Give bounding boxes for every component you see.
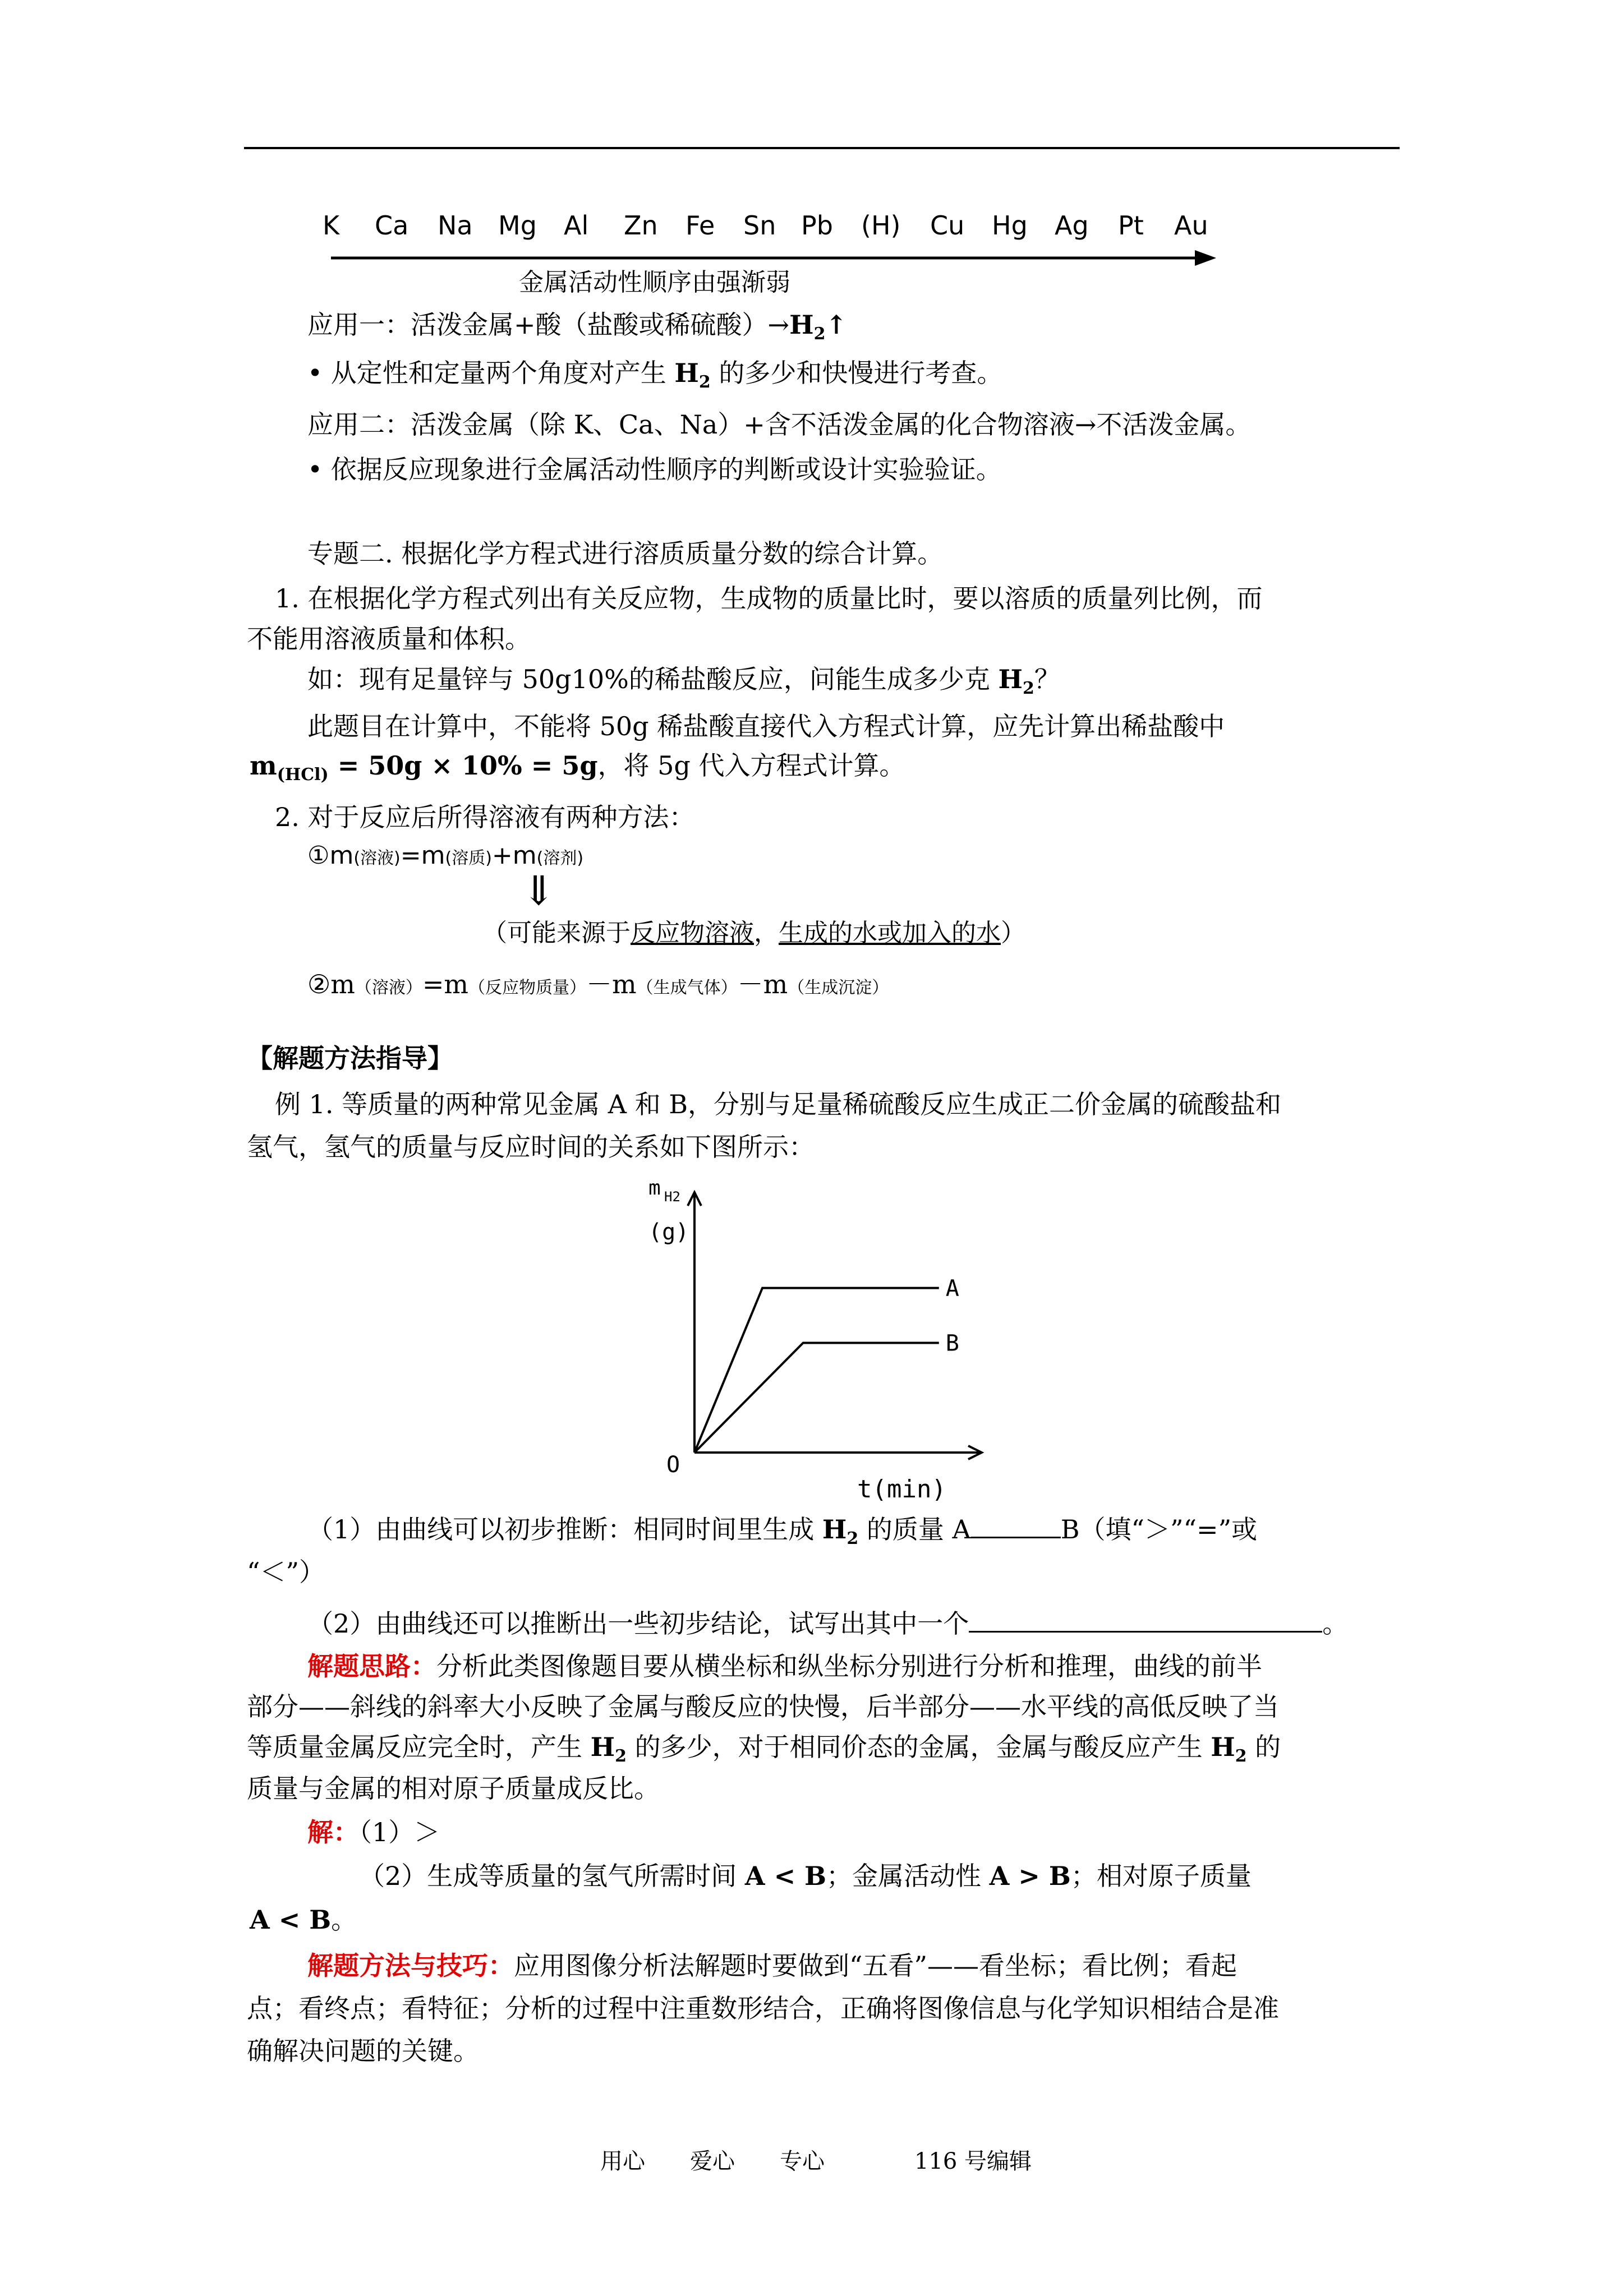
page-footer: 用心 爱心 专心 116 号编辑 — [600, 2149, 1032, 2174]
q2-answer-blank[interactable] — [969, 1611, 1322, 1633]
ex1-line2: 氢气，氢气的质量与反应时间的关系如下图所示： — [247, 1132, 815, 1162]
solution-line3: A < B。 — [250, 1905, 357, 1935]
series-label-A: A — [945, 1275, 959, 1302]
q1-line2: “＜”） — [247, 1557, 325, 1587]
tips-line3: 确解决问题的关键。 — [247, 2036, 479, 2066]
metal-symbol: Pb — [801, 210, 833, 241]
tips-line2: 点；看终点；看特征；分析的过程中注重数形结合，正确将图像信息与化学知识相结合是准 — [247, 1993, 1279, 2023]
metal-symbol: Al — [564, 210, 589, 241]
app2-line: 应用二：活泼金属（除 K、Ca、Na）+含不活泼金属的化合物溶液→不活泼金属。 — [307, 409, 1252, 440]
metal-symbol: Sn — [743, 210, 776, 241]
metal-symbol: Pt — [1118, 210, 1144, 241]
metal-symbol: K — [323, 210, 340, 241]
y-axis-label: m — [648, 1177, 661, 1200]
solution-line1: 解：（1）＞ — [307, 1817, 440, 1847]
formula1: ①m(溶液)=m(溶质)+m(溶剂) — [307, 841, 584, 870]
ex1-line1: 例 1. 等质量的两种常见金属 A 和 B，分别与足量稀硫酸反应生成正二价金属的硫酸盐和 — [275, 1089, 1282, 1119]
app1-line: 应用一：活泼金属+酸（盐酸或稀硫酸）$\to H_2↑$ — [307, 310, 847, 344]
down-arrow-icon: ⇓ — [522, 867, 556, 914]
section-title: 【解题方法指导】 — [247, 1043, 453, 1073]
metal-symbol: Zn — [624, 210, 658, 241]
series-line-B — [694, 1343, 939, 1453]
item1-line1: 1. 在根据化学方程式列出有关反应物，生成物的质量比时，要以溶质的质量列比例，而 — [275, 583, 1263, 614]
y-axis-label-subscript: H2 — [664, 1189, 680, 1205]
series-line-A — [694, 1288, 939, 1453]
tips-line1: 解题方法与技巧：应用图像分析法解题时要做到“五看”——看坐标；看比例；看起 — [307, 1951, 1237, 1981]
h2-mass-chart — [645, 1172, 1004, 1509]
item2-line: 2. 对于反应后所得溶液有两种方法： — [275, 802, 695, 832]
metal-symbol: (H) — [861, 210, 901, 241]
activity-caption: 金属活动性顺序由强渐弱 — [519, 268, 790, 297]
item1-line2: 不能用溶液质量和体积。 — [247, 624, 531, 654]
source-note: （可能来源于反应物溶液，生成的水或加入的水） — [482, 919, 1025, 947]
idea-line2: 部分——斜线的斜率大小反映了金属与酸反应的快慢，后半部分——水平线的高低反映了当 — [247, 1691, 1279, 1722]
idea-line1: 解题思路：分析此类图像题目要从横坐标和纵坐标分别进行分析和推理，曲线的前半 — [307, 1651, 1262, 1681]
y-axis-unit: (g) — [648, 1219, 689, 1245]
q2-line: （2）由曲线还可以推断出一些初步结论，试写出其中一个 。 — [307, 1608, 1349, 1639]
solution-line2: （2）生成等质量的氢气所需时间 A < B；金属活动性 A > B；相对原子质量 — [359, 1861, 1252, 1891]
formula2: ②m（溶液）=m（反应物质量）－m（生成气体）－m（生成沉淀） — [307, 969, 889, 999]
metal-symbol: Fe — [686, 210, 715, 241]
topic2-title: 专题二. 根据化学方程式进行溶质质量分数的综合计算。 — [307, 538, 944, 569]
calc-line2: $m_{(HCl)} = 50g \times 10\% = 5g$，将 5g 代入方程式计算。 — [250, 750, 905, 785]
app1-note: • 从定性和定量两个角度对产生 $H_2$ 的多少和快慢进行考查。 — [307, 358, 1003, 392]
origin-label: O — [666, 1452, 680, 1478]
calc-line1: 此题目在计算中，不能将 50g 稀盐酸直接代入方程式计算，应先计算出稀盐酸中 — [307, 711, 1225, 741]
example-line: 如：现有足量锌与 50g10%的稀盐酸反应，问能生成多少克 $H_2$？ — [307, 664, 1060, 698]
x-axis-label: t(min) — [857, 1475, 946, 1504]
q1-line: （1）由曲线可以初步推断：相同时间里生成 $H_2$ 的质量 A B（填“＞”“=”或 — [307, 1514, 1258, 1548]
metal-symbol: Na — [438, 210, 473, 241]
activity-arrow — [331, 247, 1217, 269]
header-rule — [244, 147, 1400, 149]
app2-note: • 依据反应现象进行金属活动性顺序的判断或设计实验验证。 — [307, 454, 1002, 485]
metal-symbol: Ca — [375, 210, 409, 241]
metal-symbol: Cu — [930, 210, 965, 241]
metal-symbol: Au — [1174, 210, 1208, 241]
metal-symbol: Hg — [992, 210, 1028, 241]
idea-line4: 质量与金属的相对原子质量成反比。 — [247, 1773, 660, 1804]
series-label-B: B — [945, 1330, 959, 1357]
q1-answer-blank[interactable] — [971, 1516, 1061, 1538]
idea-line3: 等质量金属反应完全时，产生 $H_2$ 的多少，对于相同价态的金属，金属与酸反应产生 $H_2$ 的 — [247, 1732, 1281, 1766]
metal-symbol: Ag — [1055, 210, 1089, 241]
metal-symbol: Mg — [498, 210, 537, 241]
